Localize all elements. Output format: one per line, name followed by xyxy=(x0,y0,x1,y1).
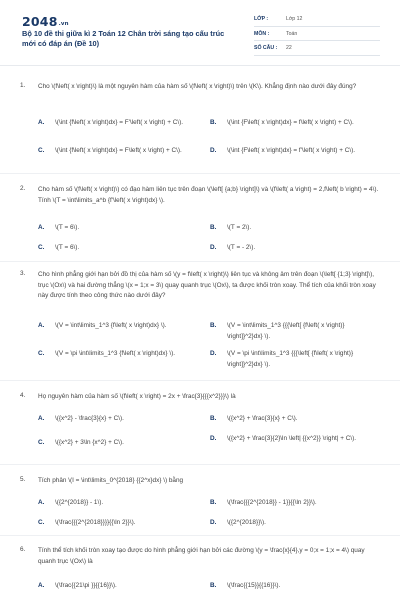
header-divider xyxy=(0,65,400,66)
option-text: \(V = \int\limits_1^3 {{{\left[ {f\left( x \right)} \right]}^2}dx} \). xyxy=(227,322,345,340)
option-letter: D. xyxy=(210,244,217,251)
option-text: \({2^{2018}}\). xyxy=(227,519,266,526)
info-row-subject xyxy=(254,27,380,42)
question-separator xyxy=(0,535,400,536)
option-text: \({2^{2018}} - 1\). xyxy=(55,499,104,506)
option-text: \(T = - 2\). xyxy=(227,244,256,251)
question-text: Họ nguyên hàm của hàm số \(f\left( x \right) = 2x + \frac{3}{{{x^2}}}\) là xyxy=(38,393,236,400)
question-number: 5. xyxy=(20,476,26,483)
page-header xyxy=(0,0,400,62)
option-text: \(\frac{{21\pi }}{{16}}\). xyxy=(55,582,117,589)
question-number: 1. xyxy=(20,82,26,89)
option-letter: C. xyxy=(38,439,45,446)
option-text: \(\frac{{15}}{{16}}\). xyxy=(227,582,281,589)
question-number: 2. xyxy=(20,185,26,192)
option-text: \(T = 2\). xyxy=(227,224,252,231)
option-text: \(\int {f\left( x \right)dx} = F\left( x \right) + C\). xyxy=(55,147,182,154)
question-number: 3. xyxy=(20,270,26,277)
class-label: LỚP : xyxy=(254,16,269,22)
option-letter: C. xyxy=(38,147,45,154)
option-text: \({x^2} - \frac{3}{x} + C\). xyxy=(55,415,124,422)
option-letter: C. xyxy=(38,244,45,251)
count-value: 22 xyxy=(286,45,292,51)
subject-value[interactable]: Toán xyxy=(286,30,298,37)
logo-ext: .vn xyxy=(58,21,69,27)
question-text: Cho \(f\left( x \right)\) là một nguyên hàm của hàm số \(f\left( x \right)\) trên \(K\). Khẳng định nào dưới đây đúng? xyxy=(38,83,357,90)
option-text: \(V = \int\limits_1^3 {f\left( x \right)dx} \). xyxy=(55,322,167,329)
option-letter: B. xyxy=(210,415,217,422)
option-text: \(\int {F\left( x \right)dx} = f\left( x \right) + C\). xyxy=(227,119,354,126)
option-letter: C. xyxy=(38,519,45,526)
question-separator xyxy=(0,380,400,381)
class-value[interactable]: Lớp 12 xyxy=(286,16,303,22)
site-logo[interactable] xyxy=(22,14,69,29)
option-text: \(T = 6\). xyxy=(55,244,80,251)
option-letter: A. xyxy=(38,322,45,329)
option-text: \(\int {f\left( x \right)dx} = F'\left( x \right) + C\). xyxy=(55,119,184,126)
info-row-count xyxy=(254,41,380,56)
option-text: \(V = \pi \int\limits_1^3 {{{\left[ {f\left( x \right)} \right]}^2}dx} \). xyxy=(227,350,354,368)
question-separator xyxy=(0,261,400,262)
option-letter: D. xyxy=(210,519,217,526)
option-letter: B. xyxy=(210,582,217,589)
info-row-class xyxy=(254,12,380,27)
option-letter: A. xyxy=(38,119,45,126)
option-text: \({x^2} + \frac{3}{2}\ln \left| {{x^2}} \right| + C\). xyxy=(227,435,357,442)
count-label: SỐ CÂU : xyxy=(254,45,278,51)
option-text: \({x^2} + \frac{3}{x} + C\). xyxy=(227,415,298,422)
option-letter: B. xyxy=(210,119,217,126)
option-letter: A. xyxy=(38,582,45,589)
option-letter: D. xyxy=(210,350,217,357)
option-text: \(\int {F\left( x \right)dx} = f'\left( x \right) + C\). xyxy=(227,147,356,154)
question-number: 6. xyxy=(20,546,26,553)
option-letter: D. xyxy=(210,435,217,442)
subject-label: MÔN : xyxy=(254,30,270,37)
info-panel xyxy=(254,12,380,56)
option-text: \({x^2} + 3\ln {x^2} + C\). xyxy=(55,439,124,446)
option-letter: B. xyxy=(210,322,217,329)
option-letter: A. xyxy=(38,499,45,506)
option-letter: B. xyxy=(210,224,217,231)
option-letter: A. xyxy=(38,415,45,422)
question-text: Tính thể tích khối tròn xoay tạo được do hình phẳng giới hạn bởi các đường \(y = \frac{x}{4},y = 0;x = 1;x = 4\) quay quanh trục \(Ox\) là xyxy=(38,547,365,565)
option-text: \(\frac{{{2^{2018}}}}{{\ln 2}}\). xyxy=(55,519,136,526)
option-letter: A. xyxy=(38,224,45,231)
option-text: \(V = \pi \int\limits_1^3 {f\left( x \right)dx} \). xyxy=(55,350,176,357)
logo-text: 2048 xyxy=(22,14,58,29)
option-letter: B. xyxy=(210,499,217,506)
question-text: Cho hình phẳng giới hạn bởi đồ thị của hàm số \(y = f\left( x \right)\) liên tục và không âm trên đoạn \(\left[ {1;3} \right]\), trục \(Ox\) và hai đường thẳng \(x = 1;x = 3\) quay quanh trục \(Ox\), ta được khối tròn xoay. Thể tích của khối tròn xoay này được tính theo công thức nào dưới đây? xyxy=(38,271,376,299)
question-text: Tích phân \(I = \int\limits_0^{2018} {{2^x}dx} \) bằng xyxy=(38,477,184,484)
question-separator xyxy=(0,464,400,465)
question-number: 4. xyxy=(20,392,26,399)
question-text: Cho hàm số \(f\left( x \right)\) có đạo hàm liên tục trên đoạn \(\left[ {a;b} \right]\) và \(f\left( a \right) = 2,f\left( b \right) = 4\). Tính \(T = \int\limits_a^b {f'\left( x \right)dx} \). xyxy=(38,186,379,204)
document-title: Bộ 10 đề thi giữa kì 2 Toán 12 Chân trời sáng tạo cấu trúc mới có đáp án (Đề 10) xyxy=(22,29,225,48)
option-text: \(\frac{{{2^{2018}} - 1}}{{\ln 2}}\). xyxy=(227,499,317,506)
option-text: \(T = 6\). xyxy=(55,224,80,231)
question-separator xyxy=(0,173,400,174)
option-letter: C. xyxy=(38,350,45,357)
option-letter: D. xyxy=(210,147,217,154)
